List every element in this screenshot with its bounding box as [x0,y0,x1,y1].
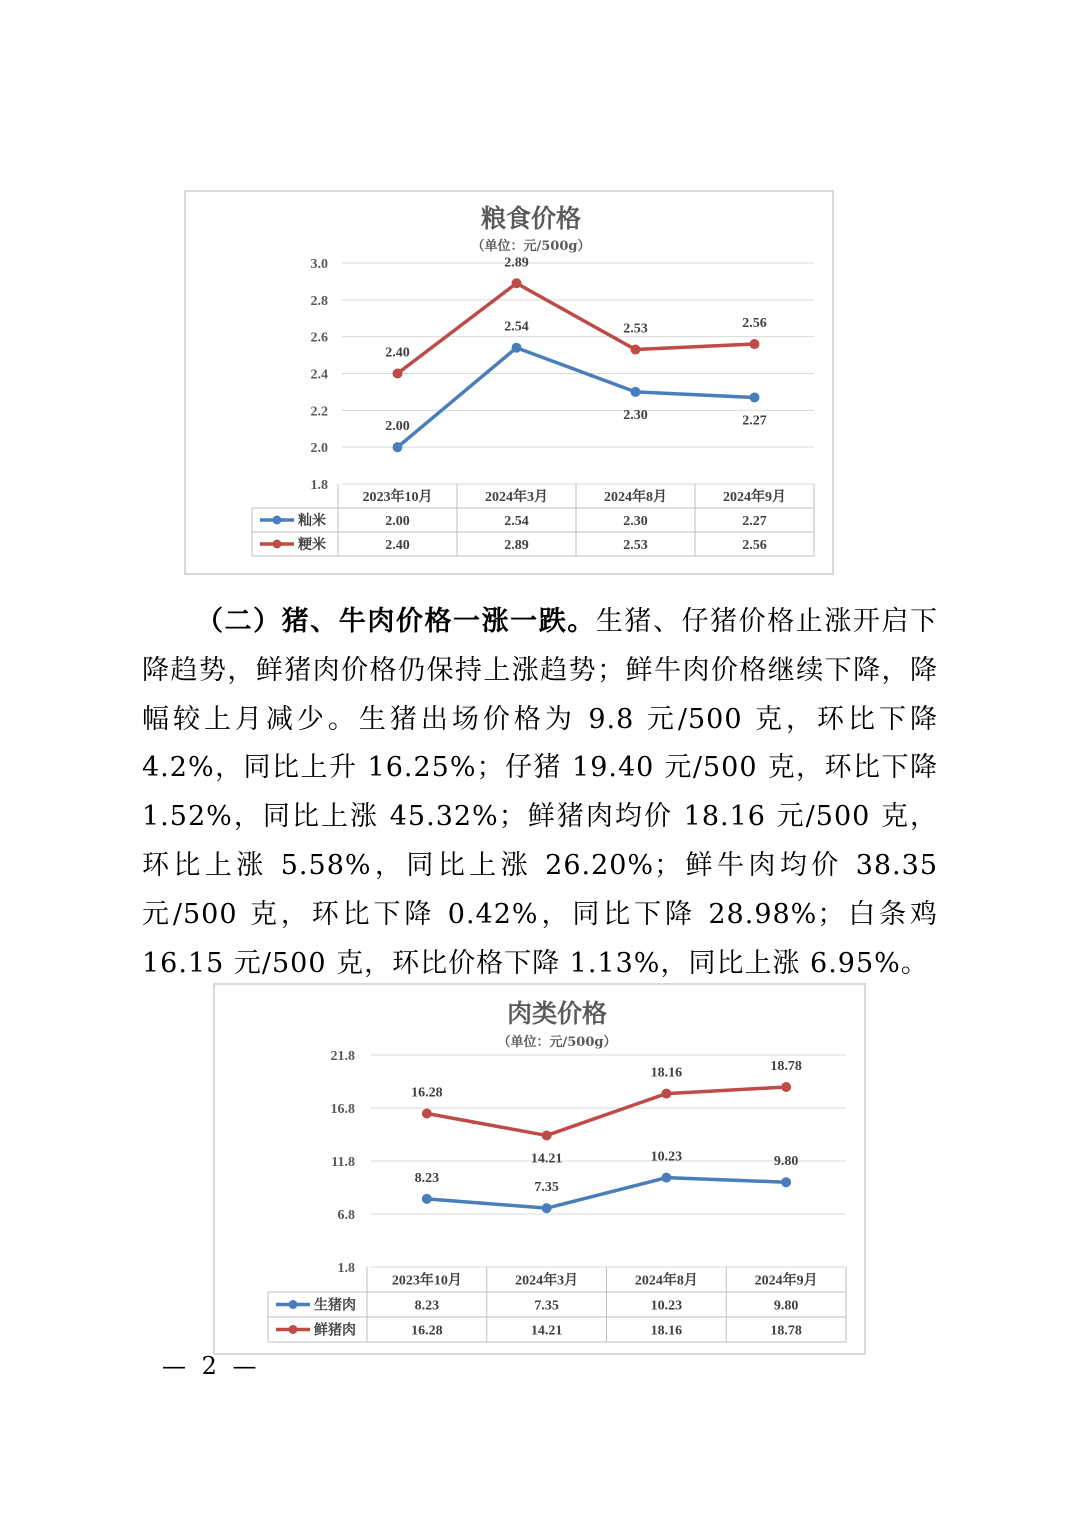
series-line [427,1087,786,1135]
chart-subtitle: （单位：元/500g） [497,1035,617,1050]
meat-price-chart [213,983,866,1355]
data-point [750,339,760,349]
series-line [398,283,755,373]
chart-title: 肉类价格 [506,999,608,1028]
table-cell-value: 2.89 [504,538,529,553]
data-point [781,1082,791,1092]
data-label: 10.23 [650,1149,683,1165]
y-tick-label: 6.8 [337,1208,355,1223]
data-point [631,345,641,355]
data-point [631,387,641,397]
y-tick-label: 2.2 [310,404,328,420]
data-point [422,1109,432,1119]
paragraph-text: 生猪、仔猪价格止涨开启下降趋势，鲜猪肉价格仍保持上涨趋势；鲜牛肉价格继续下降，降幅较上月减少。生猪出场价格为 9.8 元/500 克，环比下降 4.2%，同比上升 16.25%；仔猪 19.40 元/500 克，环比下降 1.52%，同比上涨 45.32%；鲜猪肉均价 18.16 元/500 克，环比上涨 5.58%，同比上涨 26.20%；鲜牛肉均价 38.35 元/500 克，环比下降 0.42%，同比下降 28.98%；白条鸡 16.15 元/500 克，环比价格下降 1.13%，同比上涨 6.95%。 [142,606,939,979]
data-label: 2.27 [742,413,767,429]
data-label: 18.16 [650,1065,683,1081]
y-tick-label: 2.6 [310,330,328,346]
table-cell-value: 18.78 [770,1323,802,1339]
data-label: 2.30 [623,407,648,423]
table-cell-value: 16.28 [411,1323,443,1339]
data-label: 2.00 [385,419,410,435]
data-label: 8.23 [414,1170,440,1186]
data-label: 9.80 [773,1154,799,1170]
y-tick-label: 2.8 [310,293,328,309]
data-label: 2.56 [742,316,767,332]
y-tick-label: 1.8 [310,478,328,493]
table-cell-value: 2.30 [623,514,648,529]
data-point [422,1194,432,1204]
table-cell-value: 2.27 [742,514,767,529]
y-tick-label: 2.4 [310,367,328,383]
x-category-label: 2024年8月 [604,490,667,505]
legend-label: 鲜猪肉 [314,1323,356,1339]
x-category-label: 2023年10月 [391,1273,462,1289]
x-category-label: 2024年3月 [485,490,548,505]
data-point [542,1203,552,1213]
legend-label: 粳米 [298,538,326,553]
series-line [398,348,755,447]
data-point [661,1089,671,1099]
chart-title: 粮食价格 [480,204,582,233]
data-label: 14.21 [530,1151,563,1167]
legend-label: 生猪肉 [314,1298,356,1314]
page-number: — 2 — [162,1352,261,1380]
data-point [542,1130,552,1140]
data-point [661,1173,671,1183]
grain-price-chart [184,190,834,575]
data-label: 18.78 [770,1059,802,1075]
legend-marker [289,1325,298,1334]
data-label: 2.54 [504,319,529,335]
series-line [427,1178,786,1209]
table-cell-value: 2.53 [623,538,648,553]
table-cell-value: 2.00 [385,514,410,529]
data-point [393,442,403,452]
y-tick-label: 1.8 [337,1261,355,1276]
table-cell-value: 7.35 [534,1298,559,1314]
grain-price-chart-svg [186,192,832,573]
data-point [512,278,522,288]
data-label: 2.40 [385,345,410,361]
meat-price-chart-svg [215,985,864,1353]
body-paragraph [142,598,938,988]
table-cell-value: 8.23 [414,1298,440,1314]
data-point [781,1177,791,1187]
x-category-label: 2023年10月 [362,490,433,505]
y-tick-label: 2.0 [310,441,328,457]
data-point [393,369,403,379]
x-category-label: 2024年9月 [723,490,786,505]
y-tick-label: 21.8 [330,1049,355,1064]
table-cell-value: 2.54 [504,514,529,529]
table-cell-value: 10.23 [650,1298,683,1314]
data-label: 16.28 [411,1085,443,1101]
y-tick-label: 16.8 [330,1102,355,1117]
y-tick-label: 3.0 [310,257,328,272]
chart-subtitle: （单位：元/500g） [471,239,591,254]
table-cell-value: 9.80 [773,1298,799,1314]
data-label: 2.89 [504,255,529,271]
data-label: 7.35 [534,1180,559,1196]
paragraph-lead: （二）猪、牛肉价格一涨一跌。 [196,606,596,637]
data-point [512,343,522,353]
x-category-label: 2024年3月 [515,1273,579,1289]
data-label: 2.53 [623,321,648,337]
table-cell-value: 2.40 [385,538,410,553]
x-category-label: 2024年8月 [634,1273,698,1289]
legend-label: 籼米 [298,514,326,529]
data-point [750,392,760,402]
y-tick-label: 11.8 [331,1155,355,1170]
table-cell-value: 14.21 [530,1323,563,1339]
table-cell-value: 18.16 [650,1323,683,1339]
x-category-label: 2024年9月 [754,1273,818,1289]
legend-marker [289,1300,298,1309]
legend-marker [273,516,282,525]
table-cell-value: 2.56 [742,538,767,553]
legend-marker [273,540,282,549]
